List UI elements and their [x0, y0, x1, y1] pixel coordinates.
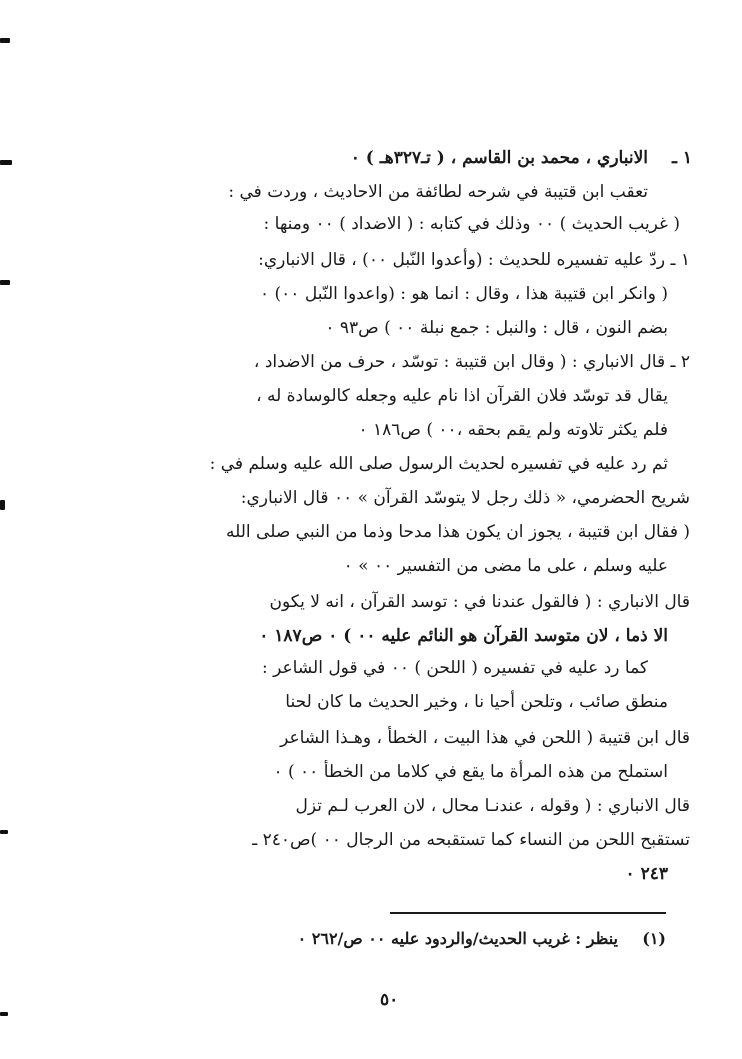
- scan-mark: [0, 500, 5, 510]
- footnote-separator: [390, 912, 666, 914]
- page-number: ٥٠: [380, 990, 399, 1010]
- body-line: تستقبح اللحن من النساء كما تستقبحه من الرجال ٠٠ )ص٢٤٠ ـ: [252, 830, 690, 850]
- body-line: يقال قد توسّد فلان القرآن اذا نام عليه وجعله كالوسادة له ،: [256, 386, 668, 406]
- body-line: فلم يكثر تلاوته ولم يقم بحقه ،٠٠ ) ص١٨٦ ٠: [358, 420, 668, 440]
- body-line: قال الانباري : ( فالقول عندنا في : توسد القرآن ، انه لا يكون: [269, 592, 690, 612]
- body-line: بضم النون ، قال : والنبل : جمع نبلة ٠٠ ) ص٩٣ ٠: [325, 318, 668, 338]
- body-line: ( غريب الحديث ) ٠٠ وذلك في كتابه : ( الاضداد ) ٠٠ ومنها :: [263, 214, 680, 234]
- body-line: ثم رد عليه في تفسيره لحديث الرسول صلى الله عليه وسلم في :: [209, 454, 668, 474]
- body-line: ( وانكر ابن قتيبة هذا ، وقال : انما هو : (واعدوا النّبل ٠٠) ٠: [259, 284, 668, 304]
- body-line: ٢٤٣ ٠: [625, 864, 668, 884]
- scan-mark: [0, 38, 10, 43]
- body-line: قال ابن قتيبة ( اللحن في هذا البيت ، الخطأ ، وهـذا الشاعر: [280, 728, 690, 748]
- body-line: استملح من هذه المرأة ما يقع في كلاما من الخطأ ٠٠ ) ٠: [273, 762, 668, 782]
- body-line: الا ذما ، لان متوسد القرآن هو النائم عليه ٠٠ ) ٠ ص١٨٧ ٠: [259, 626, 668, 646]
- body-line: ( فقال ابن قتيبة ، يجوز ان يكون هذا مدحا وذما من النبي صلى الله: [226, 522, 690, 542]
- body-line: عليه وسلم ، على ما مضى من التفسير ٠٠ » ٠: [343, 556, 668, 576]
- body-line: تعقب ابن قتيبة في شرحه لطائفة من الاحاديث ، وردت في :: [228, 182, 648, 202]
- poem-line: منطق صائب ، وتلحن أحيا نا ، وخير الحديث ما كان لحنا: [285, 692, 668, 712]
- body-line: شريح الحضرمي، « ذلك رجل لا يتوسّد القرآن » ٠٠ قال الانباري:: [240, 488, 690, 508]
- entry-number: ١ ـ: [671, 148, 692, 168]
- body-line: قال الانباري : ( وقوله ، عندنـا محال ، لان العرب لـم تزل: [295, 796, 690, 816]
- scan-mark: [0, 160, 12, 165]
- scan-mark: [0, 280, 10, 285]
- scan-mark: [0, 830, 8, 834]
- entry-heading: الانباري ، محمد بن القاسم ، ( تـ٣٢٧هـ ) ٠: [350, 148, 648, 168]
- scan-mark: [0, 1012, 8, 1016]
- body-line: ٢ ـ قال الانباري : ( وقال ابن قتيبة : توسّد ، حرف من الاضداد ،: [253, 352, 690, 372]
- body-line: كما رد عليه في تفسيره ( اللحن ) ٠٠ في قول الشاعر :: [262, 658, 648, 678]
- footnote-text: ينظر : غريب الحديث/والردود عليه ٠٠ ص/٢٦٢ ٠: [297, 929, 618, 948]
- footnote-marker: (١): [642, 929, 666, 948]
- body-line: ١ ـ ردّ عليه تفسيره للحديث : (وأعدوا النّبل ٠٠) ، قال الانباري:: [258, 250, 690, 270]
